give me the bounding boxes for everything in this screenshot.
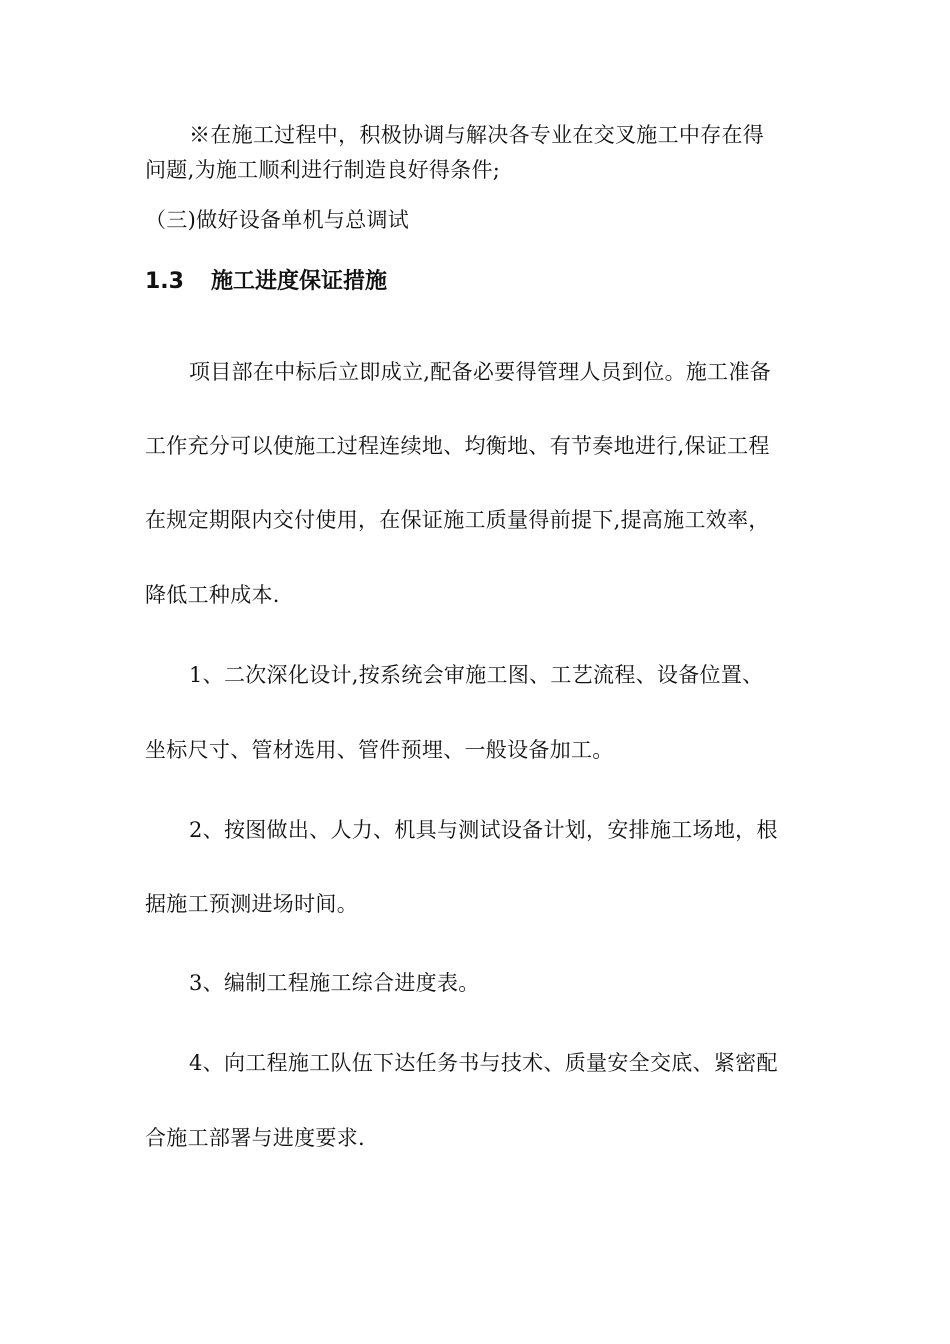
section-title: 施工进度保证措施 [211,269,388,294]
paragraph-line-4: 降低工种成本. [145,583,280,607]
list-item-1-line-1: 1、二次深化设计,按系统会审施工图、工艺流程、设备位置、 [189,663,764,687]
list-item-4-line-1: 4、向工程施工队伍下达任务书与技术、质量安全交底、紧密配 [189,1051,778,1075]
list-item-2-line-2: 据施工预测进场时间。 [145,892,358,916]
intro-paragraph-line-2: 问题,为施工顺利进行制造良好得条件; [145,158,501,182]
intro-paragraph-line-1: ※在施工过程中，积极协调与解决各专业在交叉施工中存在得 [189,123,765,147]
paragraph-line-1: 项目部在中标后立即成立,配备必要得管理人员到位。施工准备 [189,360,772,384]
paragraph-line-2: 工作充分可以使施工过程连续地、均衡地、有节奏地进行,保证工程 [145,434,770,458]
sub-item-heading: （三)做好设备单机与总调试 [145,208,410,232]
list-item-3-line-1: 3、编制工程施工综合进度表。 [189,971,480,995]
section-heading [145,266,387,298]
list-item-4-line-2: 合施工部署与进度要求. [145,1126,365,1150]
section-number: 1.3 [145,269,184,294]
list-item-1-line-2: 坐标尺寸、管材选用、管件预埋、一般设备加工。 [145,738,614,762]
paragraph-line-3: 在规定期限内交付使用，在保证施工质量得前提下,提高施工效率， [145,508,770,532]
list-item-2-line-1: 2、按图做出、人力、机具与测试设备计划，安排施工场地，根 [189,818,778,842]
